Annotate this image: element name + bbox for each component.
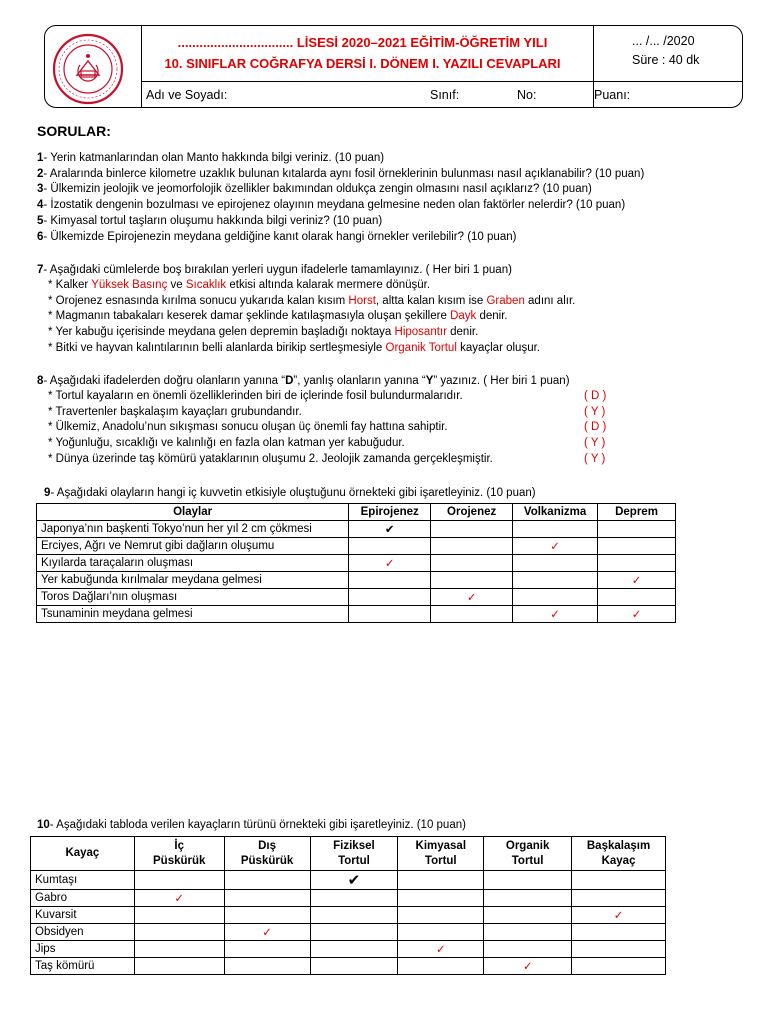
score-label: Puanı:: [594, 88, 631, 102]
check-mark: ✓: [398, 941, 484, 958]
check-mark: [513, 521, 598, 538]
check-mark: [398, 871, 484, 890]
check-mark: ✓: [572, 907, 666, 924]
question-8: 8- Aşağıdaki ifadelerden doğru olanların yanına “D”, yanlış olanların yanına “Y” yazınız. ( Her biri 1 puan): [37, 375, 570, 387]
table-row: [37, 521, 676, 538]
table-row: [37, 572, 676, 589]
check-mark: [398, 924, 484, 941]
question-5: 5- Kimyasal tortul taşların oluşumu hakkında bilgi veriniz? (10 puan): [37, 215, 383, 227]
check-mark: [349, 572, 431, 589]
check-mark: [431, 606, 513, 623]
q8-item: * Dünya üzerinde taş kömürü yataklarının oluşumu 2. Jeolojik zamanda gerçekleşmiştir.: [48, 453, 493, 465]
check-mark: [572, 871, 666, 890]
check-mark: ✓: [134, 890, 224, 907]
event-cell: Yer kabuğunda kırılmalar meydana gelmesi: [37, 572, 349, 589]
check-mark: ✓: [513, 538, 598, 555]
question-10: 10- Aşağıdaki tabloda verilen kayaçların türünü örnekteki gibi işaretleyiniz. (10 puan): [37, 819, 466, 831]
check-mark: [431, 538, 513, 555]
q8-answer: ( Y ): [584, 437, 606, 449]
q9-table: [36, 503, 676, 623]
question-1: 1- Yerin katmanlarından olan Manto hakkında bilgi veriniz. (10 puan): [37, 152, 385, 164]
rock-cell: Jips: [31, 941, 135, 958]
column-header: İç Püskürük: [134, 837, 224, 871]
check-mark: [224, 907, 310, 924]
q8-answer: ( Y ): [584, 453, 606, 465]
q8-answer: ( D ): [584, 390, 607, 402]
table-row: [31, 958, 666, 975]
check-mark: [224, 958, 310, 975]
class-label: Sınıf:: [430, 88, 460, 102]
check-mark: [431, 572, 513, 589]
check-mark: [224, 941, 310, 958]
check-mark: [224, 890, 310, 907]
column-header: Volkanizma: [513, 504, 598, 521]
q7-item: * Orojenez esnasında kırılma sonucu yukarıda kalan kısım Horst, altta kalan kısım ise Graben adını alır.: [48, 295, 576, 307]
check-mark: [513, 589, 598, 606]
check-mark: [134, 924, 224, 941]
q8-answer: ( Y ): [584, 406, 606, 418]
column-header: Epirojenez: [349, 504, 431, 521]
school-title: ................................ LİSESİ 2020–2021 EĞİTİM-ÖĞRETİM YILI: [177, 35, 548, 50]
column-header: Orojenez: [431, 504, 513, 521]
check-mark: [484, 871, 572, 890]
check-mark: ✓: [349, 555, 431, 572]
q7-item: * Yer kabuğu içerisinde meydana gelen depremin başladığı noktaya Hiposantır denir.: [48, 326, 479, 338]
question-9: 9- Aşağıdaki olayların hangi iç kuvvetin etkisiyle oluştuğunu örnekteki gibi işaretleyiniz. (10 puan): [44, 487, 536, 499]
check-mark: [224, 871, 310, 890]
q8-item: * Travertenler başkalaşım kayaçları grubundandır.: [48, 406, 302, 418]
check-mark: ✓: [431, 589, 513, 606]
divider: [141, 81, 743, 82]
event-cell: Japonya’nın başkenti Tokyo’nun her yıl 2 cm çökmesi: [37, 521, 349, 538]
check-mark: [598, 538, 676, 555]
section-title: SORULAR:: [37, 123, 111, 139]
table-row: [31, 941, 666, 958]
check-mark: [484, 907, 572, 924]
check-mark: [484, 924, 572, 941]
name-label: Adı ve Soyadı:: [146, 88, 228, 102]
check-mark: ✔: [310, 871, 398, 890]
column-header: Başkalaşım Kayaç: [572, 837, 666, 871]
check-mark: [398, 890, 484, 907]
exam-duration: Süre : 40 dk: [632, 53, 700, 67]
check-mark: ✓: [598, 606, 676, 623]
column-header: Organik Tortul: [484, 837, 572, 871]
check-mark: [513, 572, 598, 589]
check-mark: [484, 890, 572, 907]
question-6: 6- Ülkemizde Epirojenezin meydana geldiğine kanıt olarak hangi örnekler verilebilir? (10 puan): [37, 231, 517, 243]
column-header: Olaylar: [37, 504, 349, 521]
rock-cell: Kuvarsit: [31, 907, 135, 924]
q7-item: * Bitki ve hayvan kalıntılarının belli alanlarda birikip sertleşmesiyle Organik Tortul kayaçlar oluşur.: [48, 342, 540, 354]
question-4: 4- İzostatik dengenin bozulması ve epirojenez olayının meydana gelmesine neden olan faktörler nelerdir? (10 puan): [37, 199, 626, 211]
check-mark: [310, 924, 398, 941]
check-mark: ✔: [349, 521, 431, 538]
check-mark: [572, 924, 666, 941]
column-header: Deprem: [598, 504, 676, 521]
table-row: [37, 589, 676, 606]
check-mark: [431, 521, 513, 538]
check-mark: [598, 589, 676, 606]
check-mark: [310, 958, 398, 975]
check-mark: [598, 555, 676, 572]
rock-cell: Gabro: [31, 890, 135, 907]
check-mark: [349, 606, 431, 623]
check-mark: [572, 890, 666, 907]
check-mark: [349, 589, 431, 606]
check-mark: [134, 958, 224, 975]
rock-cell: Taş kömürü: [31, 958, 135, 975]
event-cell: Toros Dağları’nın oluşması: [37, 589, 349, 606]
exam-date: ... /... /2020: [632, 34, 695, 48]
column-header: Dış Püskürük: [224, 837, 310, 871]
q7-item: * Magmanın tabakaları keserek damar şeklinde katılaşmasıyla oluşan şekillere Dayk denir.: [48, 310, 508, 322]
table-row: [37, 555, 676, 572]
question-2: 2- Aralarında binlerce kilometre uzaklık bulunan kıtalarda aynı fosil örneklerinin bulunması nasıl açıklanabilir? (10 puan): [37, 168, 645, 180]
check-mark: [349, 538, 431, 555]
question-7: 7- Aşağıdaki cümlelerde boş bırakılan yerleri uygun ifadelerle tamamlayınız. ( Her biri 1 puan): [37, 264, 512, 276]
check-mark: [572, 941, 666, 958]
rock-cell: Obsidyen: [31, 924, 135, 941]
check-mark: ✓: [224, 924, 310, 941]
check-mark: ✓: [598, 572, 676, 589]
event-cell: Kıyılarda taraçaların oluşması: [37, 555, 349, 572]
table-row: [31, 871, 666, 890]
table-row: [31, 890, 666, 907]
table-row: [31, 907, 666, 924]
q8-item: * Tortul kayaların en önemli özelliklerinden biri de içlerinde fosil bulundurmalarıdır.: [48, 390, 463, 402]
table-row: [37, 606, 676, 623]
check-mark: [572, 958, 666, 975]
check-mark: [134, 941, 224, 958]
table-header-row: [31, 837, 666, 871]
column-header: Kimyasal Tortul: [398, 837, 484, 871]
check-mark: [484, 941, 572, 958]
exam-title: 10. SINIFLAR COĞRAFYA DERSİ I. DÖNEM I. YAZILI CEVAPLARI: [164, 56, 561, 71]
table-row: [31, 924, 666, 941]
check-mark: ✓: [484, 958, 572, 975]
q10-table: [30, 836, 666, 975]
column-header: Kayaç: [31, 837, 135, 871]
question-3: 3- Ülkemizin jeolojik ve jeomorfolojik özellikler bakımından oldukça zengin olmasını nasıl açıklarız? (10 puan): [37, 183, 592, 195]
check-mark: [398, 907, 484, 924]
event-cell: Erciyes, Ağrı ve Nemrut gibi dağların oluşumu: [37, 538, 349, 555]
check-mark: [134, 907, 224, 924]
check-mark: [513, 555, 598, 572]
q8-item: * Yoğunluğu, sıcaklığı ve kalınlığı en fazla olan katman yer kabuğudur.: [48, 437, 405, 449]
event-cell: Tsunaminin meydana gelmesi: [37, 606, 349, 623]
table-header-row: [37, 504, 676, 521]
check-mark: ✓: [513, 606, 598, 623]
check-mark: [598, 521, 676, 538]
table-row: [37, 538, 676, 555]
check-mark: [431, 555, 513, 572]
check-mark: [310, 907, 398, 924]
check-mark: [134, 871, 224, 890]
check-mark: [310, 890, 398, 907]
number-label: No:: [517, 88, 537, 102]
ministry-seal-logo: [50, 31, 126, 107]
check-mark: [398, 958, 484, 975]
q8-answer: ( D ): [584, 421, 607, 433]
q8-item: * Ülkemiz, Anadolu’nun sıkışması sonucu oluşan üç önemli fay hattına sahiptir.: [48, 421, 448, 433]
rock-cell: Kumtaşı: [31, 871, 135, 890]
q7-item: * Kalker Yüksek Basınç ve Sıcaklık etkisi altında kalarak mermere dönüşür.: [48, 279, 431, 291]
check-mark: [310, 941, 398, 958]
column-header: Fiziksel Tortul: [310, 837, 398, 871]
